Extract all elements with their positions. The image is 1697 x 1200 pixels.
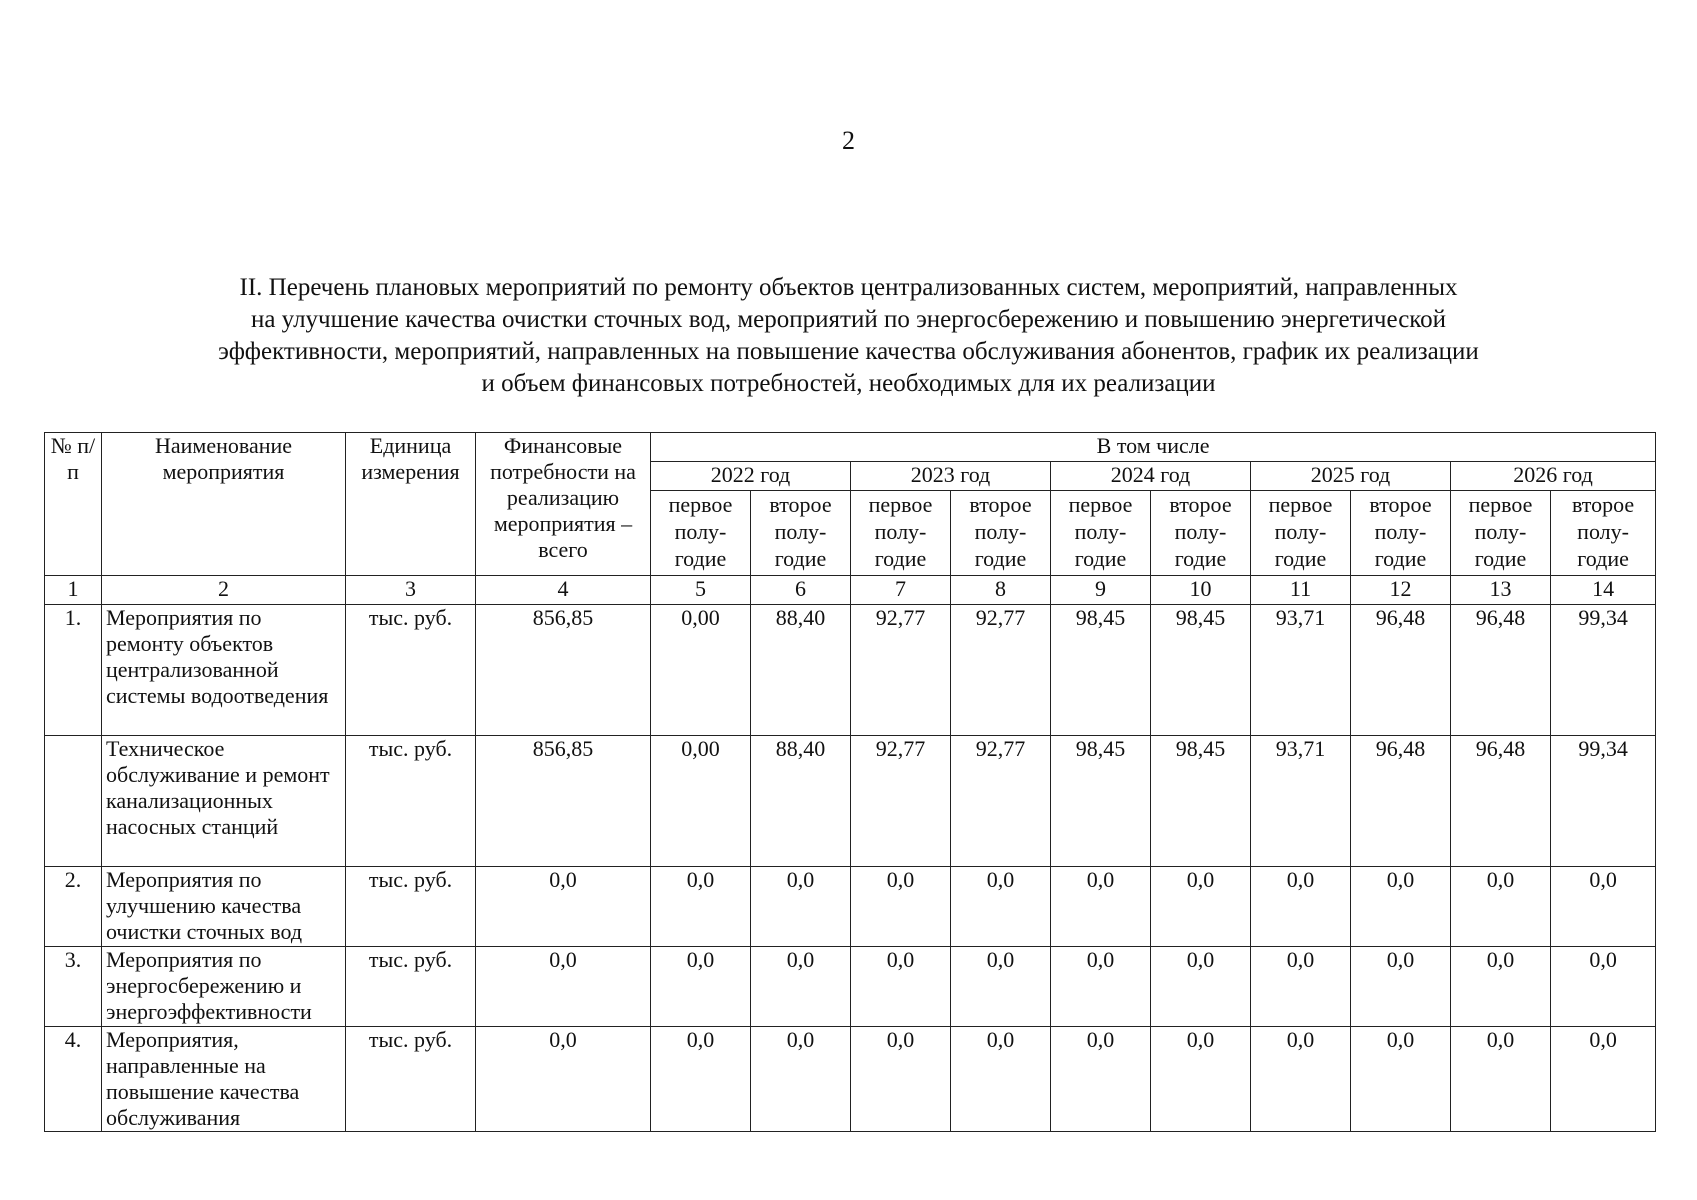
value-2025-h2: 0,0: [1351, 947, 1451, 1027]
value-2023-h1: 92,77: [851, 605, 951, 736]
header-total: Финансовые потребности на реализацию мероприятия – всего: [476, 433, 651, 576]
header-no: № п/п: [45, 433, 102, 576]
value-2024-h2: 0,0: [1151, 947, 1251, 1027]
table-row: [45, 736, 1656, 867]
unit: тыс. руб.: [346, 867, 476, 947]
value-2022-h2: 88,40: [751, 605, 851, 736]
value-2026-h2: 99,34: [1551, 605, 1656, 736]
table-row: [45, 1027, 1656, 1132]
value-2026-h2: 99,34: [1551, 736, 1656, 867]
column-number: 1: [45, 576, 102, 605]
table-row: [45, 605, 1656, 736]
header-half-second: второе полу-годие: [1551, 491, 1656, 576]
column-number: 8: [951, 576, 1051, 605]
value-2024-h2: 98,45: [1151, 736, 1251, 867]
column-number-row: [45, 576, 1656, 605]
header-half-first: первое полу-годие: [651, 491, 751, 576]
value-2023-h2: 0,0: [951, 947, 1051, 1027]
table-row: [45, 947, 1656, 1027]
unit: тыс. руб.: [346, 605, 476, 736]
header-year-2025: 2025 год: [1251, 462, 1451, 491]
header-name: Наименование мероприятия: [102, 433, 346, 576]
value-2024-h2: 0,0: [1151, 1027, 1251, 1132]
column-number: 9: [1051, 576, 1151, 605]
title-line-2: на улучшение качества очистки сточных вод, мероприятий по энергосбережению и повышению энергетической: [250, 306, 1447, 333]
column-number: 13: [1451, 576, 1551, 605]
value-2026-h1: 0,0: [1451, 1027, 1551, 1132]
value-2025-h1: 0,0: [1251, 947, 1351, 1027]
unit: тыс. руб.: [346, 1027, 476, 1132]
value-2023-h2: 0,0: [951, 1027, 1051, 1132]
value-2024-h2: 98,45: [1151, 605, 1251, 736]
activities-table: [44, 432, 1656, 1132]
unit: тыс. руб.: [346, 947, 476, 1027]
value-2022-h1: 0,00: [651, 605, 751, 736]
value-2026-h1: 96,48: [1451, 605, 1551, 736]
activity-name: Мероприятия по энергосбережению и энергоэффективности: [102, 947, 346, 1027]
column-number: 3: [346, 576, 476, 605]
header-year-2022: 2022 год: [651, 462, 851, 491]
value-2025-h1: 93,71: [1251, 605, 1351, 736]
value-2023-h2: 92,77: [951, 736, 1051, 867]
column-number: 11: [1251, 576, 1351, 605]
header-half-first: первое полу-годие: [851, 491, 951, 576]
value-2024-h2: 0,0: [1151, 867, 1251, 947]
value-2025-h2: 0,0: [1351, 867, 1451, 947]
header-year-2026: 2026 год: [1451, 462, 1656, 491]
value-2022-h1: 0,0: [651, 947, 751, 1027]
table-row: [45, 867, 1656, 947]
header-half-second: второе полу-годие: [1151, 491, 1251, 576]
unit: тыс. руб.: [346, 736, 476, 867]
column-number: 10: [1151, 576, 1251, 605]
value-2026-h1: 0,0: [1451, 947, 1551, 1027]
value-2025-h1: 93,71: [1251, 736, 1351, 867]
header-year-2023: 2023 год: [851, 462, 1051, 491]
column-number: 5: [651, 576, 751, 605]
value-2022-h2: 0,0: [751, 1027, 851, 1132]
row-number: [45, 736, 102, 867]
header-year-2024: 2024 год: [1051, 462, 1251, 491]
column-number: 14: [1551, 576, 1656, 605]
header-including: В том числе: [651, 433, 1656, 462]
value-2025-h1: 0,0: [1251, 867, 1351, 947]
title-line-1: II. Перечень плановых мероприятий по ремонту объектов централизованных систем, мероприятий, направленных: [239, 274, 1458, 301]
value-2026-h1: 96,48: [1451, 736, 1551, 867]
title-line-3: эффективности, мероприятий, направленных на повышение качества обслуживания абонентов, график их реализации: [218, 338, 1479, 365]
activity-name: Техническое обслуживание и ремонт канализационных насосных станций: [102, 736, 346, 867]
header-half-second: второе полу-годие: [1351, 491, 1451, 576]
value-2022-h2: 88,40: [751, 736, 851, 867]
value-2026-h2: 0,0: [1551, 867, 1656, 947]
total-value: 0,0: [476, 1027, 651, 1132]
value-2023-h1: 0,0: [851, 947, 951, 1027]
value-2022-h1: 0,00: [651, 736, 751, 867]
value-2026-h2: 0,0: [1551, 1027, 1656, 1132]
value-2023-h1: 0,0: [851, 867, 951, 947]
value-2025-h2: 96,48: [1351, 736, 1451, 867]
value-2025-h1: 0,0: [1251, 1027, 1351, 1132]
row-number: 2.: [45, 867, 102, 947]
value-2024-h1: 0,0: [1051, 947, 1151, 1027]
value-2023-h2: 92,77: [951, 605, 1051, 736]
value-2022-h1: 0,0: [651, 867, 751, 947]
value-2024-h1: 0,0: [1051, 1027, 1151, 1132]
header-half-first: первое полу-годие: [1451, 491, 1551, 576]
total-value: 856,85: [476, 605, 651, 736]
value-2023-h1: 92,77: [851, 736, 951, 867]
value-2024-h1: 0,0: [1051, 867, 1151, 947]
value-2024-h1: 98,45: [1051, 736, 1151, 867]
column-number: 2: [102, 576, 346, 605]
value-2023-h2: 0,0: [951, 867, 1051, 947]
value-2022-h1: 0,0: [651, 1027, 751, 1132]
row-number: 1.: [45, 605, 102, 736]
value-2024-h1: 98,45: [1051, 605, 1151, 736]
total-value: 0,0: [476, 947, 651, 1027]
header-half-second: второе полу-годие: [951, 491, 1051, 576]
row-number: 3.: [45, 947, 102, 1027]
activity-name: Мероприятия по ремонту объектов централизованной системы водоотведения: [102, 605, 346, 736]
value-2025-h2: 0,0: [1351, 1027, 1451, 1132]
title-line-4: и объем финансовых потребностей, необходимых для их реализации: [481, 370, 1216, 397]
activity-name: Мероприятия по улучшению качества очистки сточных вод: [102, 867, 346, 947]
value-2022-h2: 0,0: [751, 947, 851, 1027]
header-half-second: второе полу-годие: [751, 491, 851, 576]
header-half-first: первое полу-годие: [1251, 491, 1351, 576]
header-unit: Единица измерения: [346, 433, 476, 576]
header-half-first: первое полу-годие: [1051, 491, 1151, 576]
value-2026-h1: 0,0: [1451, 867, 1551, 947]
value-2022-h2: 0,0: [751, 867, 851, 947]
column-number: 4: [476, 576, 651, 605]
column-number: 7: [851, 576, 951, 605]
column-number: 12: [1351, 576, 1451, 605]
row-number: 4.: [45, 1027, 102, 1132]
value-2025-h2: 96,48: [1351, 605, 1451, 736]
column-number: 6: [751, 576, 851, 605]
total-value: 0,0: [476, 867, 651, 947]
activity-name: Мероприятия, направленные на повышение качества обслуживания: [102, 1027, 346, 1132]
total-value: 856,85: [476, 736, 651, 867]
page-number: 2: [842, 126, 855, 155]
value-2023-h1: 0,0: [851, 1027, 951, 1132]
section-title: [100, 272, 1597, 400]
value-2026-h2: 0,0: [1551, 947, 1656, 1027]
